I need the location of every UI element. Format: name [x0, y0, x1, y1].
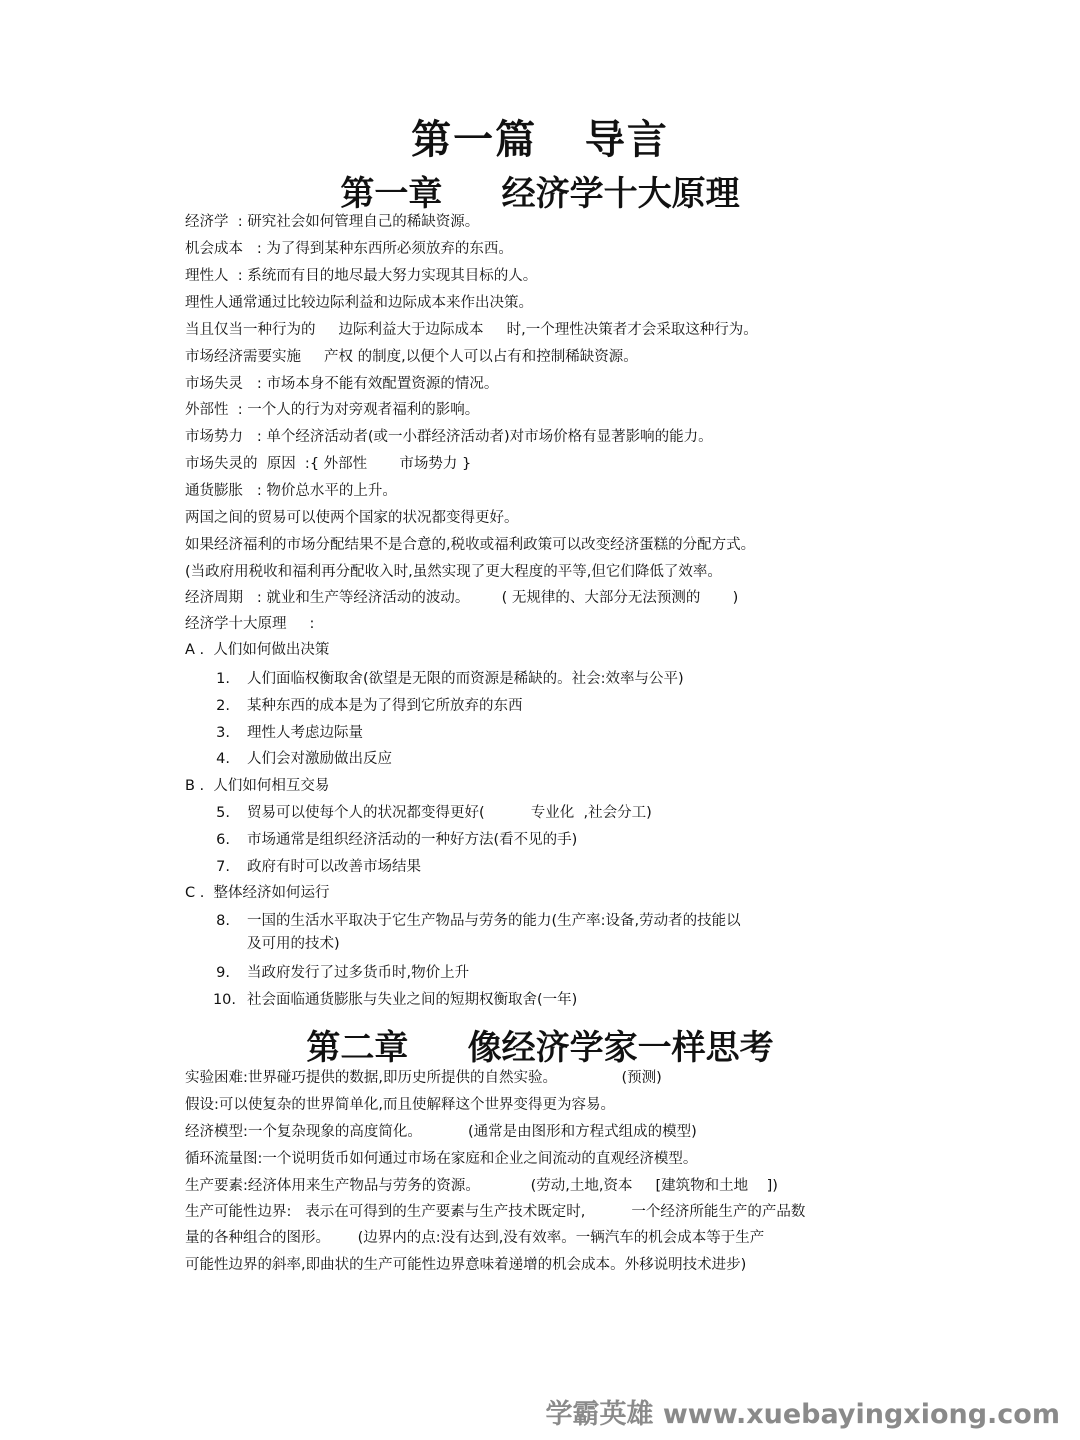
ch1-line-5: 市场经济需要实施 产权 的制度,以便个人可以占有和控制稀缺资源。 [185, 349, 638, 365]
ch2-line-3: 循环流量图:一个说明货币如何通过市场在家庭和企业之间流动的直观经济模型。 [185, 1151, 698, 1167]
ch1-line-3: 理性人通常通过比较边际利益和边际成本来作出决策。 [185, 295, 533, 311]
ch2-line-0: 实验困难:世界碰巧提供的数据,即历史所提供的自然实验。 (预测) [185, 1070, 662, 1086]
watermark: 学霸英雄 www.xuebayingxiong.com [545, 1399, 1060, 1430]
item-number: 7. [216, 859, 230, 875]
principle-item-continuation: 及可用的技术) [247, 936, 340, 952]
ch2-line-1: 假设:可以使复杂的世界简单化,而且使解释这个世界变得更为容易。 [185, 1097, 615, 1113]
ch1-line-12: 如果经济福利的市场分配结果不是合意的,税收或福利政策可以改变经济蛋糕的分配方式。 [185, 537, 756, 553]
item-number: 9. [216, 965, 230, 981]
section-a-heading: A . 人们如何做出决策 [185, 642, 330, 658]
principle-item: 一国的生活水平取决于它生产物品与劳务的能力(生产率:设备,劳动者的技能以 [247, 913, 741, 929]
principle-item: 人们面临权衡取舍(欲望是无限的而资源是稀缺的。社会:效率与公平) [247, 671, 684, 687]
item-number: 6. [216, 832, 230, 848]
section-b-heading: B . 人们如何相互交易 [185, 778, 330, 794]
item-number: 5. [216, 805, 230, 821]
ch2-line-5: 生产可能性边界: 表示在可得到的生产要素与生产技术既定时, 一个经济所能生产的产品数 [185, 1204, 806, 1220]
item-number: 10. [212, 992, 236, 1008]
ch1-line-0: 经济学 : 研究社会如何管理自己的稀缺资源。 [185, 214, 480, 230]
principle-item: 政府有时可以改善市场结果 [247, 859, 421, 875]
ch2-line-2: 经济模型:一个复杂现象的高度简化。 (通常是由图形和方程式组成的模型) [185, 1124, 697, 1140]
ch1-line-2: 理性人 : 系统而有目的地尽最大努力实现其目标的人。 [185, 268, 538, 284]
item-number: 4. [216, 751, 230, 767]
part-title: 第一篇 导言 [411, 117, 669, 163]
principle-item: 社会面临通货膨胀与失业之间的短期权衡取舍(一年) [247, 992, 578, 1008]
item-number: 2. [216, 698, 230, 714]
ch1-line-4: 当且仅当一种行为的 边际利益大于边际成本 时,一个理性决策者才会采取这种行为。 [185, 322, 758, 338]
ch1-line-7: 外部性 : 一个人的行为对旁观者福利的影响。 [185, 402, 480, 418]
principle-item: 人们会对激励做出反应 [247, 751, 392, 767]
ch1-line-8: 市场势力 : 单个经济活动者(或一小群经济活动者)对市场价格有显著影响的能力。 [185, 429, 713, 445]
ch1-line-9: 市场失灵的 原因 :{ 外部性 市场势力 } [185, 456, 472, 472]
principle-item: 当政府发行了过多货币时,物价上升 [247, 965, 470, 981]
ch1-line-15: 经济学十大原理 : [185, 616, 315, 632]
principle-item: 贸易可以使每个人的状况都变得更好( 专业化 ,社会分工) [247, 805, 652, 821]
item-number: 8. [216, 913, 230, 929]
ch1-line-6: 市场失灵 : 市场本身不能有效配置资源的情况。 [185, 376, 499, 392]
section-c-heading: C . 整体经济如何运行 [185, 885, 330, 901]
ch1-line-1: 机会成本 : 为了得到某种东西所必须放弃的东西。 [185, 241, 513, 257]
ch2-line-7: 可能性边界的斜率,即曲状的生产可能性边界意味着递增的机会成本。外移说明技术进步) [185, 1257, 747, 1273]
chapter1-title: 第一章 经济学十大原理 [340, 174, 740, 214]
ch2-line-6: 量的各种组合的图形。 (边界内的点:没有达到,没有效率。一辆汽车的机会成本等于生产 [185, 1230, 765, 1246]
principle-item: 理性人考虑边际量 [247, 725, 363, 741]
ch1-line-11: 两国之间的贸易可以使两个国家的状况都变得更好。 [185, 510, 519, 526]
ch2-line-4: 生产要素:经济体用来生产物品与劳务的资源。 (劳动,土地,资本 [建筑物和土地 ]) [185, 1178, 778, 1194]
ch1-line-14: 经济周期 : 就业和生产等经济活动的波动。 ( 无规律的、大部分无法预测的 ) [185, 590, 739, 606]
chapter2-title: 第二章 像经济学家一样思考 [306, 1028, 774, 1068]
ch1-line-13: (当政府用税收和福利再分配收入时,虽然实现了更大程度的平等,但它们降低了效率。 [185, 564, 722, 580]
principle-item: 市场通常是组织经济活动的一种好方法(看不见的手) [247, 832, 578, 848]
item-number: 3. [216, 725, 230, 741]
ch1-line-10: 通货膨胀 : 物价总水平的上升。 [185, 483, 397, 499]
item-number: 1. [216, 671, 230, 687]
principle-item: 某种东西的成本是为了得到它所放弃的东西 [247, 698, 523, 714]
